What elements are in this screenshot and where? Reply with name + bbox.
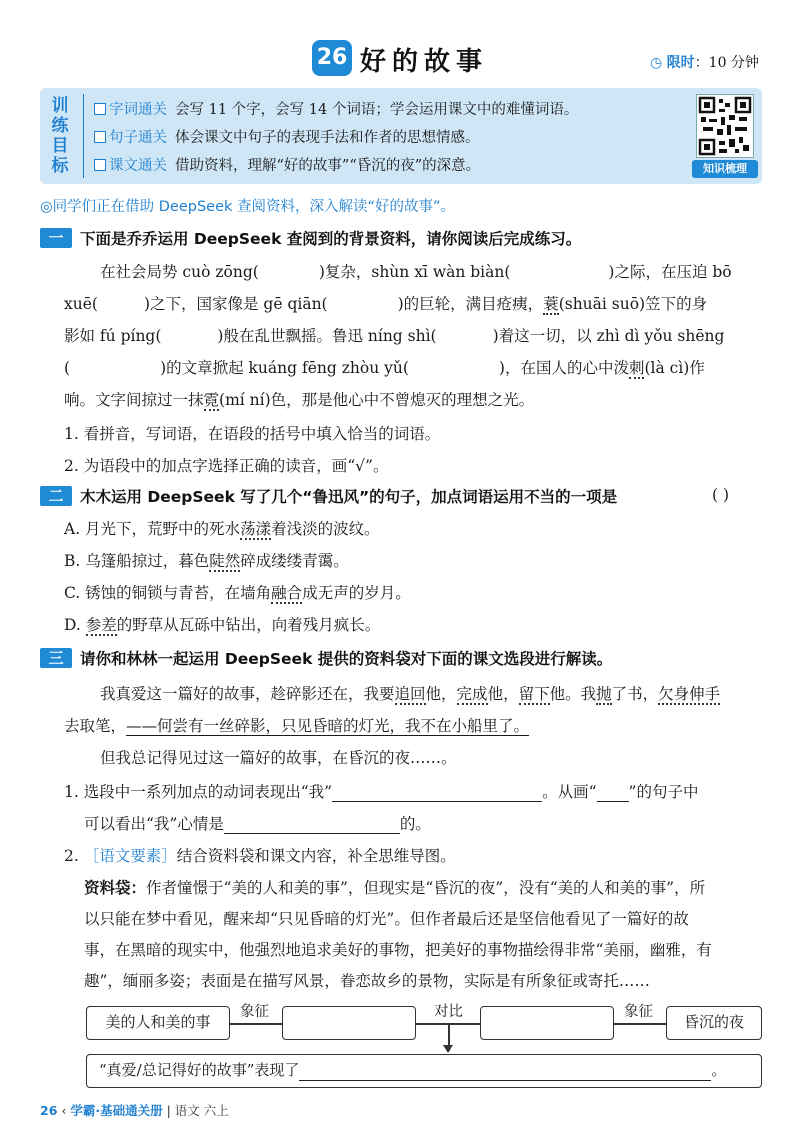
section-2-title: 木木运用 DeepSeek 写了几个“鲁迅风”的句子，加点词语运用不当的一项是 <box>80 488 618 506</box>
goal-item: 句子通关 体会课文中句子的表现手法和作者的思想情感。 <box>94 126 480 147</box>
passage-line: 但我总记得见过这一篇好的故事，在昏沉的夜……。 <box>100 749 457 767</box>
time-limit <box>650 52 759 72</box>
training-goals-box <box>40 88 762 184</box>
passage-line: 我真爱这一篇好的故事，趁碎影还在，我要追回他，完成他，留下他。我抛了书，欠身伸手 <box>100 685 721 703</box>
underlined-sentence: ——何尝有一丝碎影，只见昏暗的灯光，我不在小船里了。 <box>126 717 530 735</box>
footer: 26 ‹ 学霸·基础通关册 | 语文 六上 <box>40 1103 229 1118</box>
section-1-title: 下面是乔乔运用 DeepSeek 查阅到的背景资料，请你阅读后完成练习。 <box>80 230 582 248</box>
section-3-badge: 三 <box>40 648 72 668</box>
subject: 语文 六上 <box>174 1103 229 1118</box>
mindmap-connector <box>230 1023 282 1025</box>
checkbox[interactable] <box>94 159 106 171</box>
book-title: 学霸·基础通关册 <box>70 1103 163 1118</box>
bag-label: 资料袋： <box>84 879 147 897</box>
goal-item: 课文通关 借助资料，理解“好的故事”“昏沉的夜”的深意。 <box>94 154 480 175</box>
dotted-char: 蓑 <box>543 295 559 313</box>
question-3-1: 1. 选段中一系列加点的动词表现出“我” 。从画“ ”的句子中 <box>64 783 699 801</box>
choice-b[interactable]: B. 乌篷船掠过，暮色陡然碎成缕缕青霭。 <box>64 552 349 570</box>
mindmap-blank-right[interactable] <box>480 1006 614 1040</box>
time-label: 限时 <box>666 55 695 71</box>
checkbox[interactable] <box>94 103 106 115</box>
clock-icon: ◷ <box>650 55 663 71</box>
mindmap-symbol-right: 象征 <box>624 1004 653 1020</box>
checkbox[interactable] <box>94 131 106 143</box>
paragraph-line: xuē( )之下，国家像是 gē qiān( )的巨轮，满目疮痍，蓑(shuāi suō)笠下的身 <box>64 295 708 313</box>
answer-blank[interactable] <box>597 783 629 802</box>
section-3-title: 请你和林林一起运用 DeepSeek 提供的资料袋对下面的课文选段进行解读。 <box>80 650 613 668</box>
lesson-title: 好的故事 <box>360 47 489 77</box>
question-3-1-cont: 可以看出“我”心情是 的。 <box>84 815 431 833</box>
mindmap-symbol-left: 象征 <box>240 1004 269 1020</box>
mindmap-contrast: 对比 <box>434 1004 463 1020</box>
time-value: ：10 分钟 <box>694 55 759 71</box>
arrow-down-icon <box>443 1045 453 1053</box>
choice-d[interactable]: D. 参差的野草从瓦砾中钻出，向着残月疯长。 <box>64 616 381 634</box>
dotted-char: 刺 <box>628 359 645 377</box>
paragraph-line: 响。文字间掠过一抹霓(mí ní)色，那是他心中不曾熄灭的理想之光。 <box>64 391 535 409</box>
answer-paren[interactable]: ( ) <box>712 486 730 504</box>
question-1: 1. 看拼音，写词语，在语段的括号中填入恰当的词语。 <box>64 425 441 443</box>
section-2-badge: 二 <box>40 486 72 506</box>
bag-line: 事，在黑暗的现实中，他强烈地追求美好的事物，把美好的事物描绘得非常“美丽，幽雅，有 <box>84 941 712 959</box>
page-number: 26 <box>40 1103 58 1118</box>
choice-a[interactable]: A. 月光下，荒野中的死水荡漾着浅淡的波纹。 <box>64 520 380 538</box>
section-1-badge: 一 <box>40 228 72 248</box>
paragraph-line: ( )的文章掀起 kuáng fēng zhòu yǔ( )，在国人的心中泼刺(là cì)作 <box>64 359 705 377</box>
bag-line: 以只能在梦中看见，醒来却“只见昏暗的灯光”。但作者最后还是坚信他看见了一篇好的故 <box>84 910 689 928</box>
goal-item: 字词通关 会写 11 个字，会写 14 个词语；学会运用课文中的难懂词语。 <box>94 98 578 119</box>
question-3-2: 2. ［语文要素］结合资料袋和课文内容，补全思维导图。 <box>64 847 456 865</box>
paragraph-line: 影如 fú píng( )般在乱世飘摇。鲁迅 níng shì( )着这一切，以 zhì dì yǒu shēng <box>64 327 725 345</box>
lesson-number: 26 <box>312 40 352 76</box>
mindmap-right-box: 昏沉的夜 <box>666 1006 762 1040</box>
goals-divider <box>83 94 84 178</box>
bag-line: 趣”，缅丽多姿；表面是在描写风景，眷恋故乡的景物，实际是有所象征或寄托…… <box>84 972 650 990</box>
mindmap-left-box: 美的人和美的事 <box>86 1006 230 1040</box>
bag-line: 资料袋：作者憧憬于“美的人和美的事”，但现实是“昏沉的夜”，没有“美的人和美的事”，所 <box>84 879 706 897</box>
choice-c[interactable]: C. 锈蚀的铜锁与青苔，在墙角融合成无声的岁月。 <box>64 584 411 602</box>
intro-text: ◎同学们正在借助 DeepSeek 查阅资料，深入解读“好的故事”。 <box>40 199 456 215</box>
paragraph-line: 在社会局势 cuò zōng( )复杂，shùn xī wàn biàn( )之际，在压迫 bō <box>100 263 732 281</box>
answer-blank[interactable] <box>224 815 400 834</box>
mindmap-bottom-box: “真爱/总记得好的故事”表现了 。 <box>86 1054 762 1088</box>
dotted-char: 霓 <box>203 391 220 409</box>
answer-blank[interactable] <box>332 783 542 802</box>
question-2: 2. 为语段中的加点字选择正确的读音，画“√”。 <box>64 457 389 475</box>
goals-side-label: 训 练 目 标 <box>51 96 69 176</box>
mindmap-connector <box>614 1023 666 1025</box>
qr-code-icon[interactable] <box>696 94 754 158</box>
answer-blank[interactable] <box>299 1060 711 1081</box>
qr-label: 知识梳理 <box>692 160 758 178</box>
element-tag: ［语文要素］ <box>83 847 177 865</box>
passage-line: 去取笔，——何尝有一丝碎影，只见昏暗的灯光，我不在小船里了。 <box>64 717 530 735</box>
mindmap-blank-left[interactable] <box>282 1006 416 1040</box>
